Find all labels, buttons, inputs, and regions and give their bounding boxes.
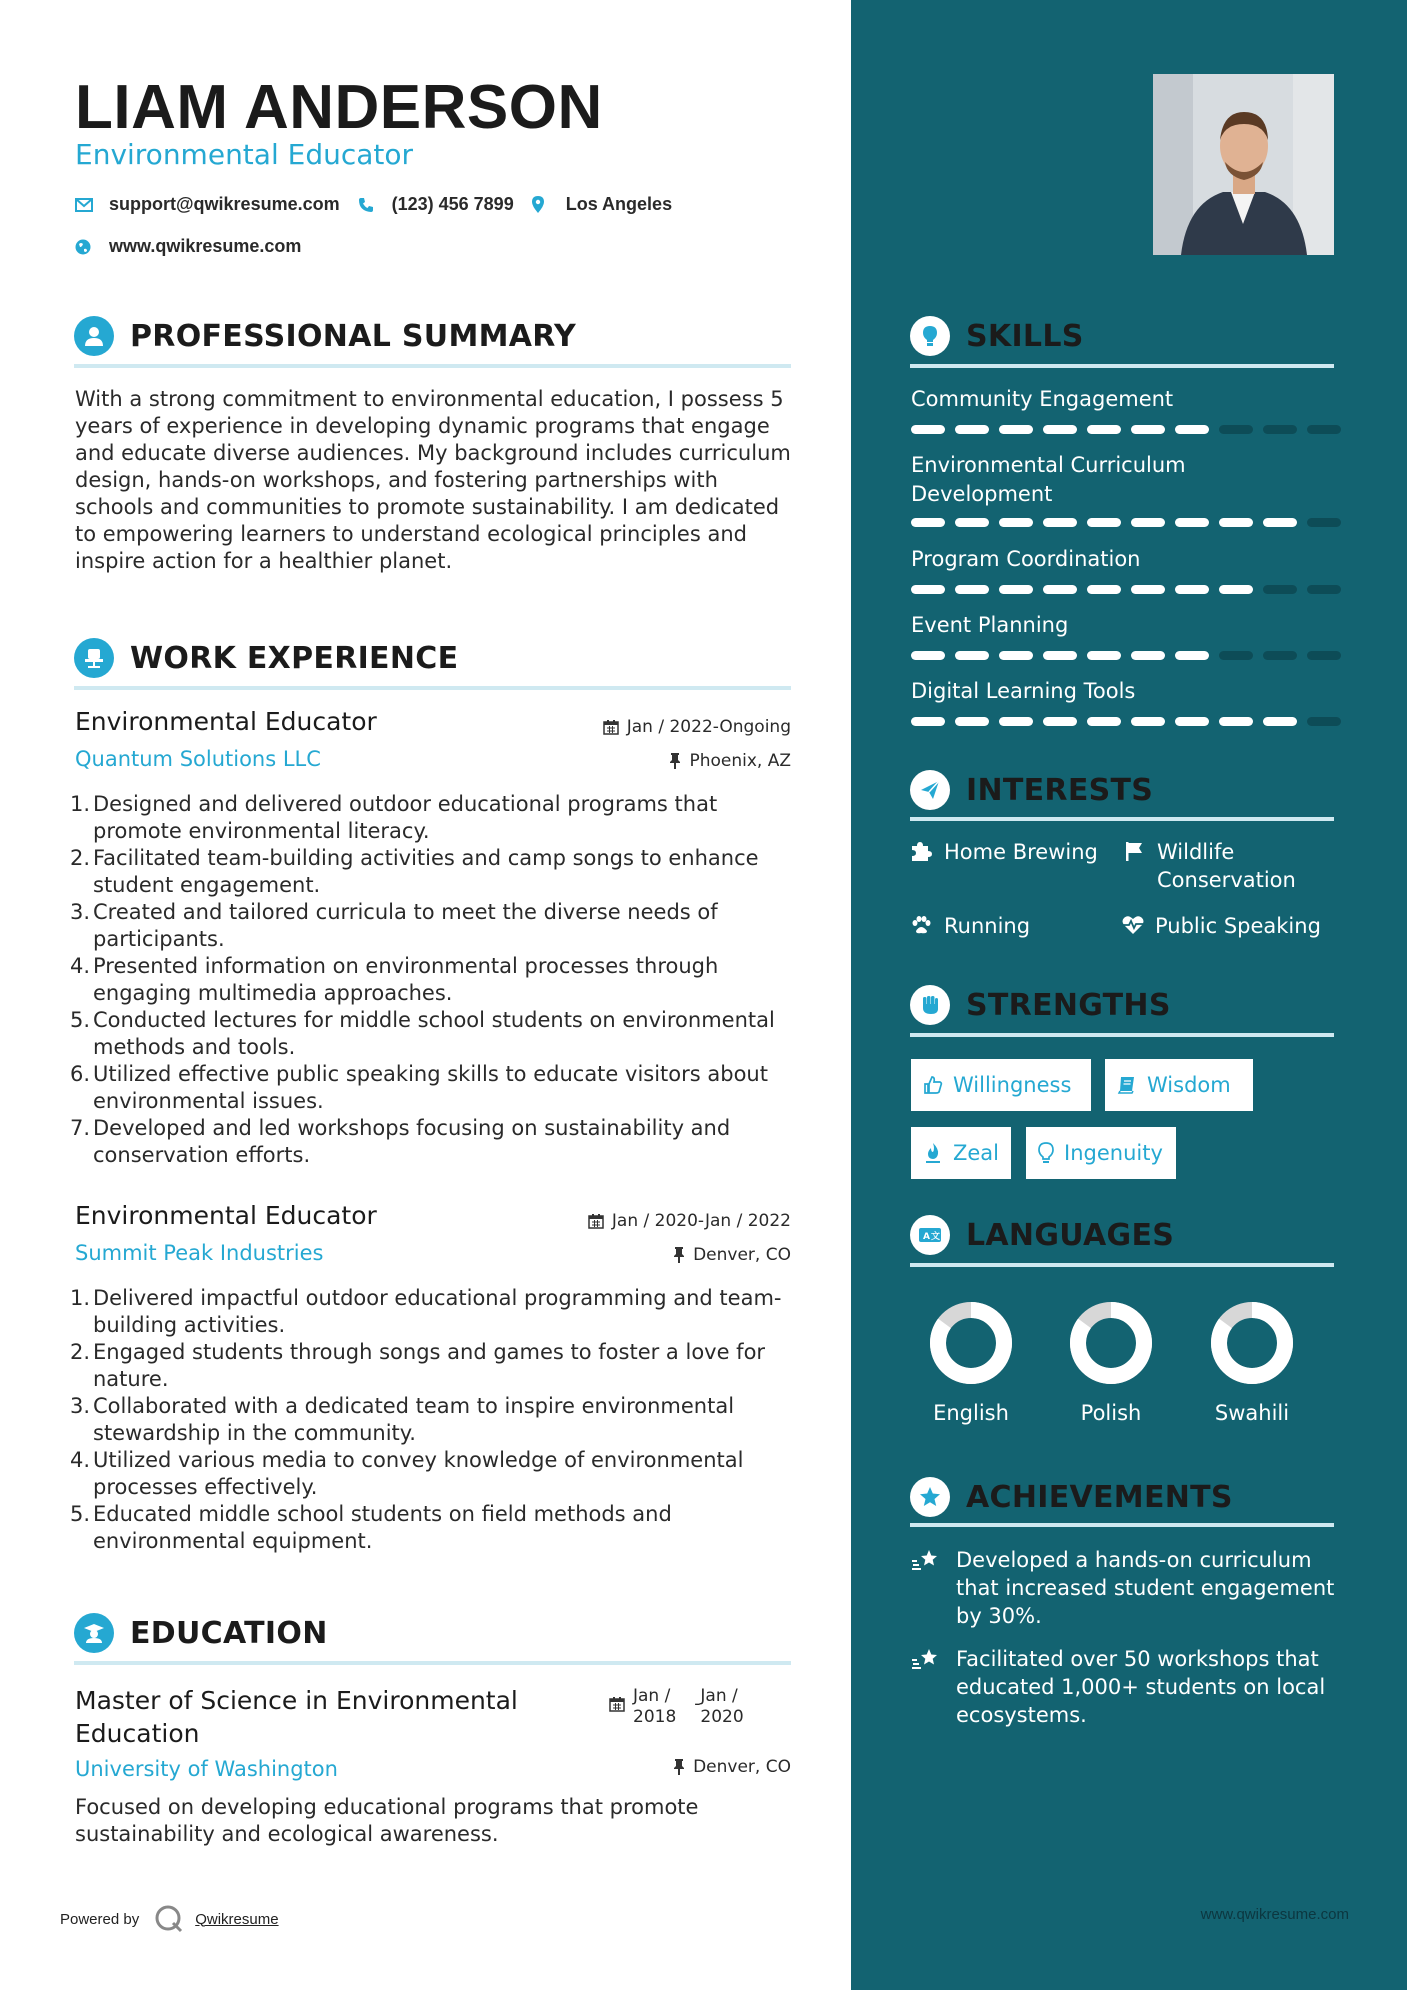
skill-level-dash [1087,518,1121,527]
skill-level-dash [999,585,1033,594]
job-1-location-text: Phoenix, AZ [689,751,791,771]
list-item: Engaged students through songs and games to foster a love for nature. [93,1340,766,1391]
strength-tag-1 [911,1059,1091,1111]
skill-name-4: Event Planning [911,613,1069,637]
skill-level-dash [955,425,989,434]
flame-icon [923,1142,943,1164]
candidate-name: LIAM ANDERSON [75,73,603,142]
job-2-title: Environmental Educator [75,1201,377,1230]
achievements-rule [910,1523,1334,1527]
star-hand-icon [911,1546,956,1630]
education-heading-text: EDUCATION [130,1615,328,1651]
skill-level-dash [1043,518,1077,527]
skill-level-dash [1175,585,1209,594]
language-name-1: English [933,1401,1009,1425]
achievement-text-1: Developed a hands-on curriculum that increased student engagement by 30%. [956,1548,1335,1628]
skill-level-dash [911,425,945,434]
skill-level-dash [1175,651,1209,660]
skill-level-dash [955,651,989,660]
interest-label-1: Home Brewing [944,840,1098,864]
list-item: Created and tailored curricula to meet the diverse needs of participants. [93,900,718,951]
skill-level-dash [955,585,989,594]
languages-heading-text: LANGUAGES [966,1217,1175,1253]
language-ring-1 [926,1298,1016,1388]
skill-level-dash [911,717,945,726]
education-location [520,1757,791,1777]
job-1-title: Environmental Educator [75,707,377,736]
skill-name-2: Environmental Curriculum Development [911,453,1186,506]
skill-level-dash [1219,651,1253,660]
skill-level-dash [1131,585,1165,594]
strengths-heading-text: STRENGTHS [966,987,1171,1023]
skill-level-dash [999,425,1033,434]
interest-label-3: Running [944,914,1031,938]
job-2-bullets [75,1285,791,1555]
education-rule [74,1661,791,1665]
education-date [609,1686,744,1728]
education-date-dash: - [694,1694,701,1714]
skill-level-dash [1219,425,1253,434]
lightbulb-icon [1038,1142,1054,1164]
experience-heading-text: WORK EXPERIENCE [130,640,459,676]
strengths-heading [910,985,1171,1025]
graduate-icon [74,1613,114,1653]
skill-level-1 [911,425,1341,434]
list-item: Utilized effective public speaking skills to educate visitors about environmental issues. [93,1062,768,1113]
strengths-rule [910,1033,1334,1037]
language-item-1 [911,1298,1031,1425]
lightbulb-icon [910,316,950,356]
summary-heading [74,316,576,356]
skill-level-dash [1131,425,1165,434]
skill-name-5: Digital Learning Tools [911,679,1136,703]
flag-icon [1123,838,1157,894]
skill-level-dash [1263,651,1297,660]
skill-level-3 [911,585,1341,594]
puzzle-icon [910,838,944,869]
profile-photo [1153,74,1334,255]
skill-level-dash [1087,425,1121,434]
skill-level-dash [1175,425,1209,434]
skill-level-dash [1263,425,1297,434]
education-date-end-2: 2020 [700,1707,744,1727]
footer-website[interactable]: www.qwikresume.com [1200,1906,1349,1923]
phone-number[interactable]: (123) 456 7899 [391,194,514,214]
thumbs-up-icon [923,1075,943,1095]
skill-level-dash [911,651,945,660]
skills-heading [910,316,1084,356]
map-pin-icon [532,196,566,213]
skill-level-dash [1307,518,1341,527]
language-name-2: Polish [1080,1401,1142,1425]
svg-text:A: A [923,1232,930,1242]
interest-label-2: Wildlife Conservation [1157,840,1296,892]
briefcase-chair-icon [74,638,114,678]
pushpin-icon [673,1759,685,1775]
heartbeat-icon [1121,912,1155,943]
paw-icon [910,912,944,943]
list-item: Delivered impactful outdoor educational programming and team-building activities. [93,1286,782,1337]
strength-tag-2 [1105,1059,1253,1111]
achievement-item-1 [911,1546,1341,1630]
skills-heading-text: SKILLS [966,318,1084,354]
skill-level-dash [1087,717,1121,726]
job-2-date [520,1211,791,1231]
globe-icon [75,239,109,255]
job-1-date-text: Jan / 2022-Ongoing [626,717,791,737]
strength-label-4: Ingenuity [1064,1141,1163,1165]
qwikresume-brand-link[interactable]: Qwikresume [195,1910,279,1928]
pushpin-icon [673,1247,685,1263]
skill-level-dash [1219,717,1253,726]
interest-label-4: Public Speaking [1155,914,1321,938]
skill-level-dash [1263,717,1297,726]
skill-level-dash [999,717,1033,726]
skill-level-4 [911,651,1341,660]
calendar-icon [603,719,619,735]
skills-rule [910,364,1334,368]
skill-level-dash [1263,518,1297,527]
skill-level-dash [1043,585,1077,594]
skill-level-dash [1307,585,1341,594]
book-icon [1117,1075,1137,1095]
education-date-start-1: Jan / [633,1686,671,1706]
strength-label-1: Willingness [953,1073,1072,1097]
achievement-item-2 [911,1645,1341,1729]
list-item: Facilitated team-building activities and camp songs to enhance student engagement. [93,846,759,897]
skill-level-dash [1175,717,1209,726]
phone-icon [358,197,392,213]
interests-rule [910,817,1334,821]
powered-by-label: Powered by [60,1910,140,1928]
job-1-date [520,717,791,737]
achievements-heading [910,1477,1233,1517]
job-2-date-text: Jan / 2020-Jan / 2022 [611,1211,791,1231]
skill-level-dash [1087,651,1121,660]
list-item: Developed and led workshops focusing on sustainability and conservation efforts. [93,1116,731,1167]
skill-level-dash [911,585,945,594]
list-item: Collaborated with a dedicated team to inspire environmental stewardship in the community. [93,1394,735,1445]
list-item: Educated middle school students on field methods and environmental equipment. [93,1502,672,1553]
email-link[interactable]: support@qwikresume.com [109,194,340,214]
paper-plane-icon [910,770,950,810]
job-2-location-text: Denver, CO [693,1245,791,1265]
calendar-icon [609,1696,625,1712]
job-1-company: Quantum Solutions LLC [75,747,321,771]
envelope-icon [75,198,109,212]
skill-level-dash [1087,585,1121,594]
skill-level-dash [1307,717,1341,726]
achievement-text-2: Facilitated over 50 workshops that educated 1,000+ students on local ecosystems. [956,1647,1326,1727]
star-badge-icon [910,1477,950,1517]
job-2-location [520,1245,791,1265]
skill-level-2 [911,518,1341,527]
degree-line-2: Education [75,1719,200,1748]
skill-level-dash [1175,518,1209,527]
pushpin-icon [669,753,681,769]
languages-rule [910,1263,1334,1267]
summary-text: With a strong commitment to environmental education, I possess 5 years of experience in developing dynamic programs that engage and educate diverse audiences. My background includes curriculum design, hands-on workshops, and fostering partnerships with schools and communities to promote sustainability. I am dedicated to empowering learners to understand ecological principles and inspire action for a healthier planet. [75,387,791,573]
job-2-company: Summit Peak Industries [75,1241,324,1265]
skill-level-dash [955,717,989,726]
list-item: Presented information on environmental processes through engaging multimedia approaches. [93,954,719,1005]
interests-heading-text: INTERESTS [966,772,1154,808]
star-hand-icon [911,1645,956,1729]
strength-label-2: Wisdom [1147,1073,1231,1097]
strength-tag-4 [1026,1127,1176,1179]
calendar-icon [588,1213,604,1229]
education-date-start-2: 2018 [633,1707,677,1727]
skill-level-dash [1131,717,1165,726]
skill-level-dash [1219,585,1253,594]
contact-row-2 [75,236,301,257]
user-icon [74,316,114,356]
interest-item-1 [910,838,1115,869]
skill-name-1: Community Engagement [911,387,1174,411]
interest-item-2 [1123,838,1338,894]
skill-level-dash [1307,425,1341,434]
education-date-end-1: Jan / [700,1686,738,1706]
language-ring-3 [1207,1298,1297,1388]
language-icon [910,1215,950,1255]
achievements-heading-text: ACHIEVEMENTS [966,1479,1233,1515]
experience-rule [74,686,791,690]
interests-heading [910,770,1153,810]
svg-text:文: 文 [931,1232,941,1242]
education-heading [74,1613,328,1653]
skill-level-dash [999,651,1033,660]
candidate-title: Environmental Educator [75,138,414,171]
education-location-text: Denver, CO [693,1757,791,1777]
skill-level-dash [1219,518,1253,527]
language-ring-2 [1066,1298,1156,1388]
language-name-3: Swahili [1214,1401,1290,1425]
skill-name-3: Program Coordination [911,547,1141,571]
interest-item-3 [910,912,1115,943]
language-item-3 [1192,1298,1312,1425]
summary-heading-text: PROFESSIONAL SUMMARY [130,318,577,354]
contact-row-1 [75,194,672,215]
languages-heading [910,1215,1174,1255]
qwikresume-logo-icon [153,1903,185,1935]
experience-heading [74,638,458,678]
list-item: Conducted lectures for middle school students on environmental methods and tools. [93,1008,775,1059]
language-item-2 [1051,1298,1171,1425]
skill-level-dash [1307,651,1341,660]
interest-item-4 [1121,912,1341,943]
job-1-location [520,751,791,771]
fist-icon [910,985,950,1025]
strength-label-3: Zeal [952,1141,999,1165]
degree-line-1: Master of Science in Environmental [75,1686,518,1715]
strength-tag-3 [911,1127,1011,1179]
skill-level-5 [911,717,1341,726]
skill-level-dash [1043,651,1077,660]
skill-level-dash [911,518,945,527]
profile-photo-image [1153,74,1334,255]
skill-level-dash [999,518,1033,527]
skill-level-dash [955,518,989,527]
website-link[interactable]: www.qwikresume.com [109,236,302,256]
job-1-bullets [75,791,791,1169]
list-item: Utilized various media to convey knowledge of environmental processes effectively. [93,1448,744,1499]
education-school: University of Washington [75,1757,338,1781]
degree-title [75,1684,518,1750]
skill-level-dash [1043,717,1077,726]
summary-rule [74,364,791,368]
list-item: Designed and delivered outdoor educational programs that promote environmental literacy. [93,792,718,843]
education-description: Focused on developing educational programs that promote sustainability and ecological awareness. [75,1795,699,1846]
location-text: Los Angeles [565,194,673,214]
skill-level-dash [1263,585,1297,594]
footer-powered-by [60,1903,279,1935]
skill-level-dash [1043,425,1077,434]
skill-level-dash [1131,518,1165,527]
skill-level-dash [1131,651,1165,660]
